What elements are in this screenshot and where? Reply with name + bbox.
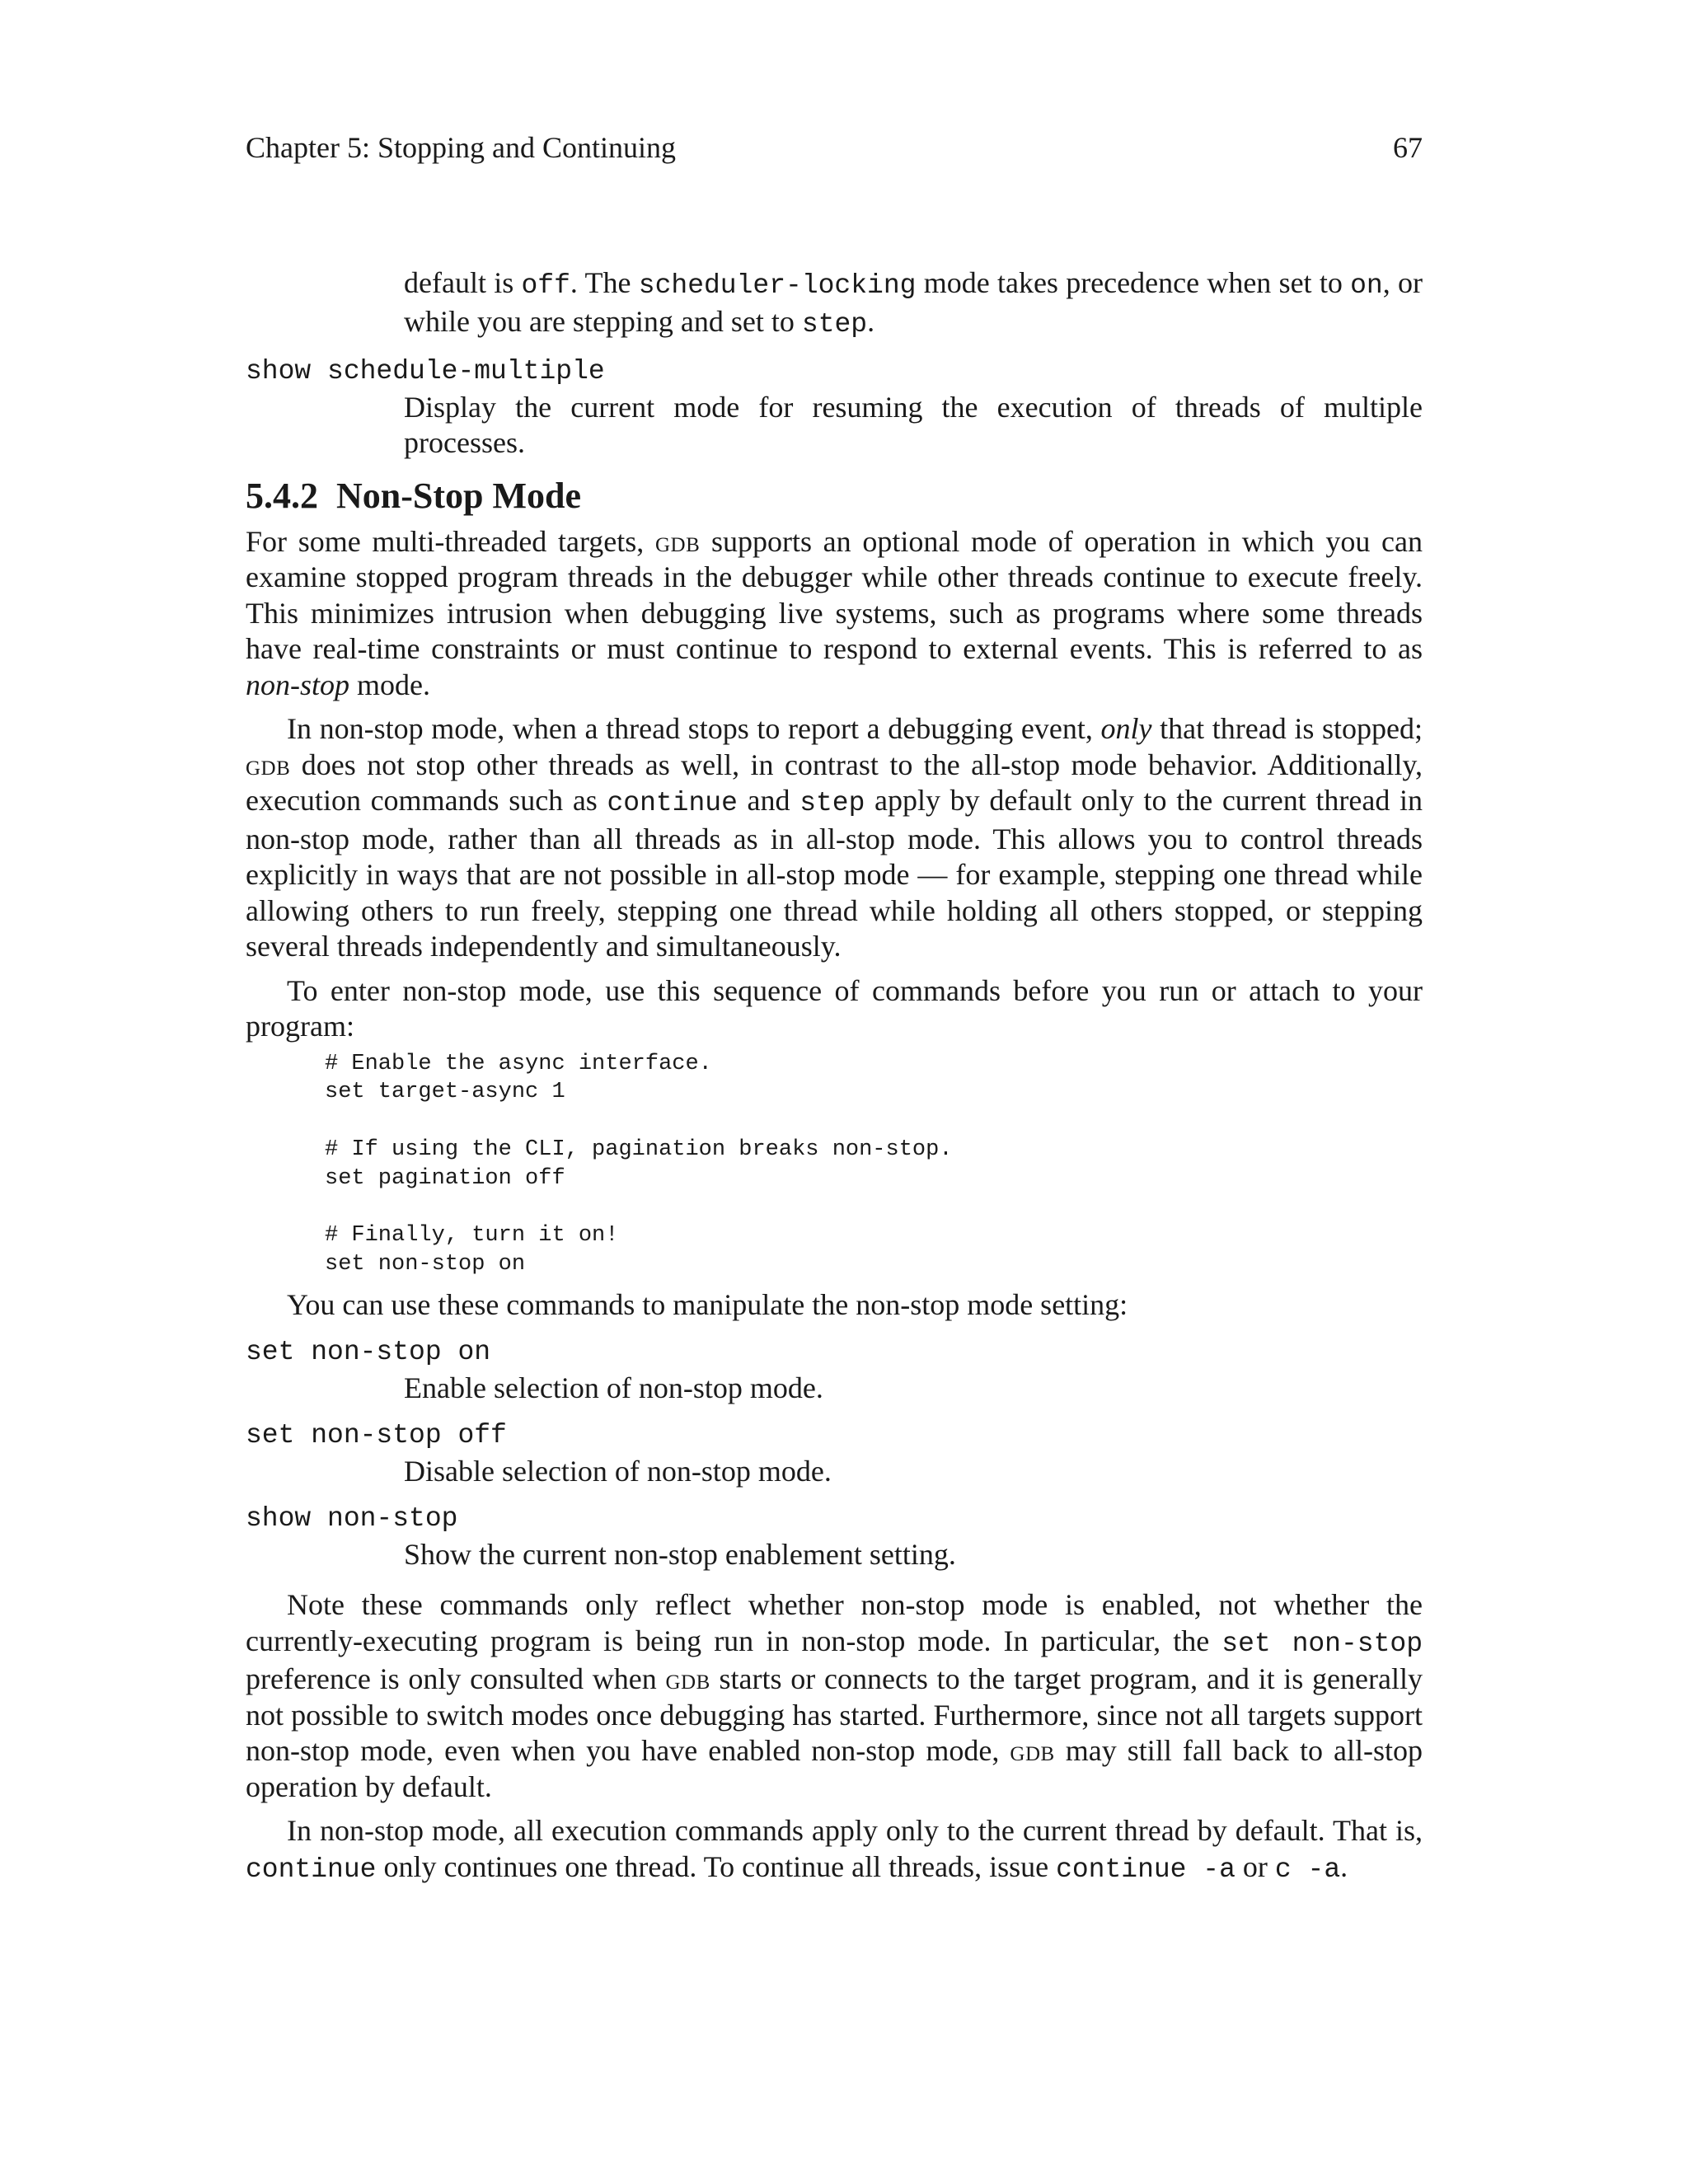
page-number: 67 <box>1393 131 1423 164</box>
definition-term: set non-stop on <box>246 1337 491 1368</box>
running-header <box>246 130 1423 166</box>
section-title: Non-Stop Mode <box>336 475 582 516</box>
code-example: # Enable the async interface. set target-async 1 # If using the CLI, pagination breaks non-stop. set pagination off # Finally, turn it on! set non-stop on <box>325 1051 953 1277</box>
definition-set-non-stop-on <box>246 1334 1423 1406</box>
chapter-title: Chapter 5: Stopping and Continuing <box>246 131 676 164</box>
section-number: 5.4.2 <box>246 475 318 516</box>
definition-term: show non-stop <box>246 1503 458 1535</box>
inline-code: step <box>801 308 868 340</box>
inline-code: set non-stop <box>1221 1628 1423 1659</box>
inline-code: continue -a <box>1056 1854 1236 1885</box>
inline-code: continue <box>246 1854 377 1885</box>
continued-description: default is off. The scheduler-locking mode takes precedence when set to on, or while you are stepping and set to step. <box>404 266 1423 340</box>
definition-set-non-stop-off <box>246 1418 1423 1489</box>
paragraph-commands-intro: You can use these commands to manipulate the non-stop mode setting: <box>287 1287 1128 1321</box>
paragraph-note: Note these commands only reflect whether non-stop mode is enabled, not whether the currently-executing program is being run in non-stop mode. In particular, the set non-stop preference is only consulted when gdb starts or connects to the target program, and it is generally not possible to switch modes once debugging has started. Furthermore, since not all targets support non-stop mode, even when you have enabled non-stop mode, gdb may still fall back to all-stop operation by default. <box>246 1588 1423 1803</box>
emphasis: non-stop <box>246 668 349 701</box>
definition-show-non-stop <box>246 1501 1423 1572</box>
inline-code: off <box>521 270 570 301</box>
definition-description: Show the current non-stop enablement setting. <box>404 1537 956 1571</box>
inline-code: scheduler-locking <box>638 270 917 301</box>
definition-term: set non-stop off <box>246 1420 507 1451</box>
inline-code: c -a <box>1274 1854 1341 1885</box>
definition-description: Display the current mode for resuming the execution of threads of multiple processes. <box>404 390 1423 459</box>
page-body <box>246 265 1423 1887</box>
paragraph-continue: In non-stop mode, all execution commands apply only to the current thread by default. That is, continue only continues one thread. To continue all threads, issue continue -a or c -a. <box>246 1814 1423 1885</box>
paragraph-behavior: In non-stop mode, when a thread stops to report a debugging event, only that thread is stopped; gdb does not stop other threads as well, in contrast to the all-stop mode behavior. Additionally, execution commands such as continue and step apply by default only to the current thread in non-stop mode, rather than all threads as in all-stop mode. This allows you to control threads explicitly in ways that are not possible in all-stop mode — for example, stepping one thread while allowing others to run freely, stepping one thread while holding all others stopped, or stepping several threads independently and simultaneously. <box>246 712 1423 963</box>
gdb-name: gdb <box>246 748 291 781</box>
section-heading <box>246 471 1423 521</box>
definition-term: show schedule-multiple <box>246 356 605 387</box>
inline-code: on <box>1350 270 1383 301</box>
paragraph-enter: To enter non-stop mode, use this sequence of commands before you run or attach to your program: <box>246 973 1423 1043</box>
gdb-name: gdb <box>665 1662 710 1696</box>
gdb-name: gdb <box>1010 1734 1055 1768</box>
paragraph-intro: For some multi-threaded targets, gdb supports an optional mode of operation in which you can examine stopped program threads in the debugger while other threads continue to execute freely. This minimizes intrusion when debugging live systems, such as programs where some threads have real-time constraints or must continue to respond to external events. This is referred to as non-stop mode. <box>246 524 1423 701</box>
inline-code: step <box>799 788 865 818</box>
gdb-name: gdb <box>655 524 701 558</box>
definition-description: Disable selection of non-stop mode. <box>404 1454 832 1488</box>
definition-description: Enable selection of non-stop mode. <box>404 1371 823 1404</box>
inline-code: continue <box>607 788 738 818</box>
emphasis: only <box>1100 712 1152 745</box>
definition-show-schedule-multiple <box>246 354 1423 462</box>
